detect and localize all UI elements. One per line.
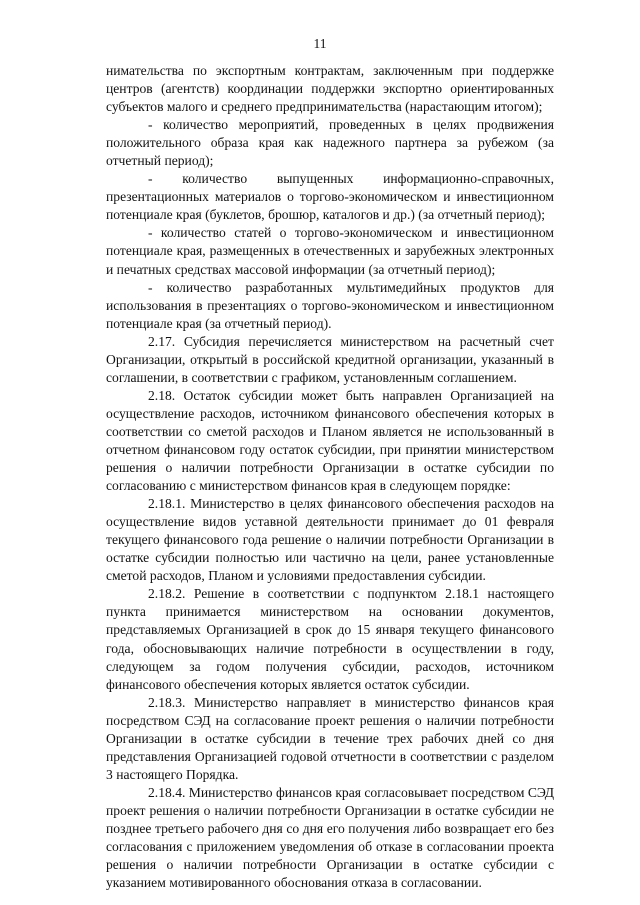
list-item-events: - количество мероприятий, проведенных в целях продвижения положительного образа края как надежного партнера за рубежом (за отчетный период); — [106, 117, 554, 169]
paragraph-2-18-2: 2.18.2. Решение в соответствии с подпунктом 2.18.1 настоящего пункта принимается министерством на основании документов, представляемых Организацией в срок до 15 января текущего финансового года, обосновывающих наличие потребности в осуществлении в году, следующем за годом получения субсидии, расходов, источником финансового обеспечения которых является остаток субсидии. — [106, 586, 554, 692]
list-item-articles: - количество статей о торгово-экономическом и инвестиционном потенциале края, размещенных в отечественных и зарубежных электронных и печатных средствах массовой информации (за отчетный период); — [106, 225, 554, 277]
paragraph-2-18-4: 2.18.4. Министерство финансов края согласовывает посредством СЭД проект решения о наличии потребности Организации в остатке субсидии не позднее третьего рабочего дня со дня его получения либо возвращает его без согласования с приложением уведомления об отказе в согласовании проекта решения о наличии потребности Организации в остатке субсидии с указанием мотивированного обоснования отказа в согласовании. — [106, 784, 554, 891]
list-item-multimedia: - количество разработанных мультимедийных продуктов для использования в презентациях о торгово-экономическом и инвестиционном потенциале края (за отчетный период). — [106, 279, 554, 331]
page-number: 11 — [313, 36, 327, 51]
paragraph-2-17: 2.17. Субсидия перечисляется министерством на расчетный счет Организации, открытый в российской кредитной организации, указанный в соглашении, в соответствии с графиком, установленным соглашением. — [106, 333, 554, 385]
paragraph-2-18-1: 2.18.1. Министерство в целях финансового обеспечения расходов на осуществление видов уставной деятельности принимает до 01 февраля текущего финансового года решение о наличии потребности Организации в остатке субсидии полностью или частично на цели, ранее установленные сметой расходов, Планом и условиями предоставления субсидии. — [106, 496, 554, 584]
list-item-materials: - количество выпущенных информационно-справочных, презентационных материалов о торгово-экономическом и инвестиционном потенциале края (буклетов, брошюр, каталогов и др.) (за отчетный период); — [106, 171, 554, 223]
paragraph-2-18: 2.18. Остаток субсидии может быть направлен Организацией на осуществление расходов, источником финансового обеспечения которых в соответствии со сметой расходов и Планом является не использованный в отчетном финансовом году остаток субсидии, при принятии министерством решения о наличии потребности Организации в остатке субсидии по согласованию с министерством финансов края в следующем порядке: — [106, 387, 554, 494]
document-body — [106, 62, 554, 892]
paragraph-2-18-3: 2.18.3. Министерство направляет в министерство финансов края посредством СЭД на согласование проект решения о наличии потребности Организации в остатке субсидии в течение трех рабочих дней со дня представления Организацией годовой отчетности в соответствии с разделом 3 настоящего Порядка. — [106, 694, 554, 782]
paragraph-continuation: нимательства по экспортным контрактам, заключенным при поддержке центров (агентств) координации поддержки экспортно ориентированных субъектов малого и среднего предпринимательства (нарастающим итогом); — [106, 63, 554, 115]
